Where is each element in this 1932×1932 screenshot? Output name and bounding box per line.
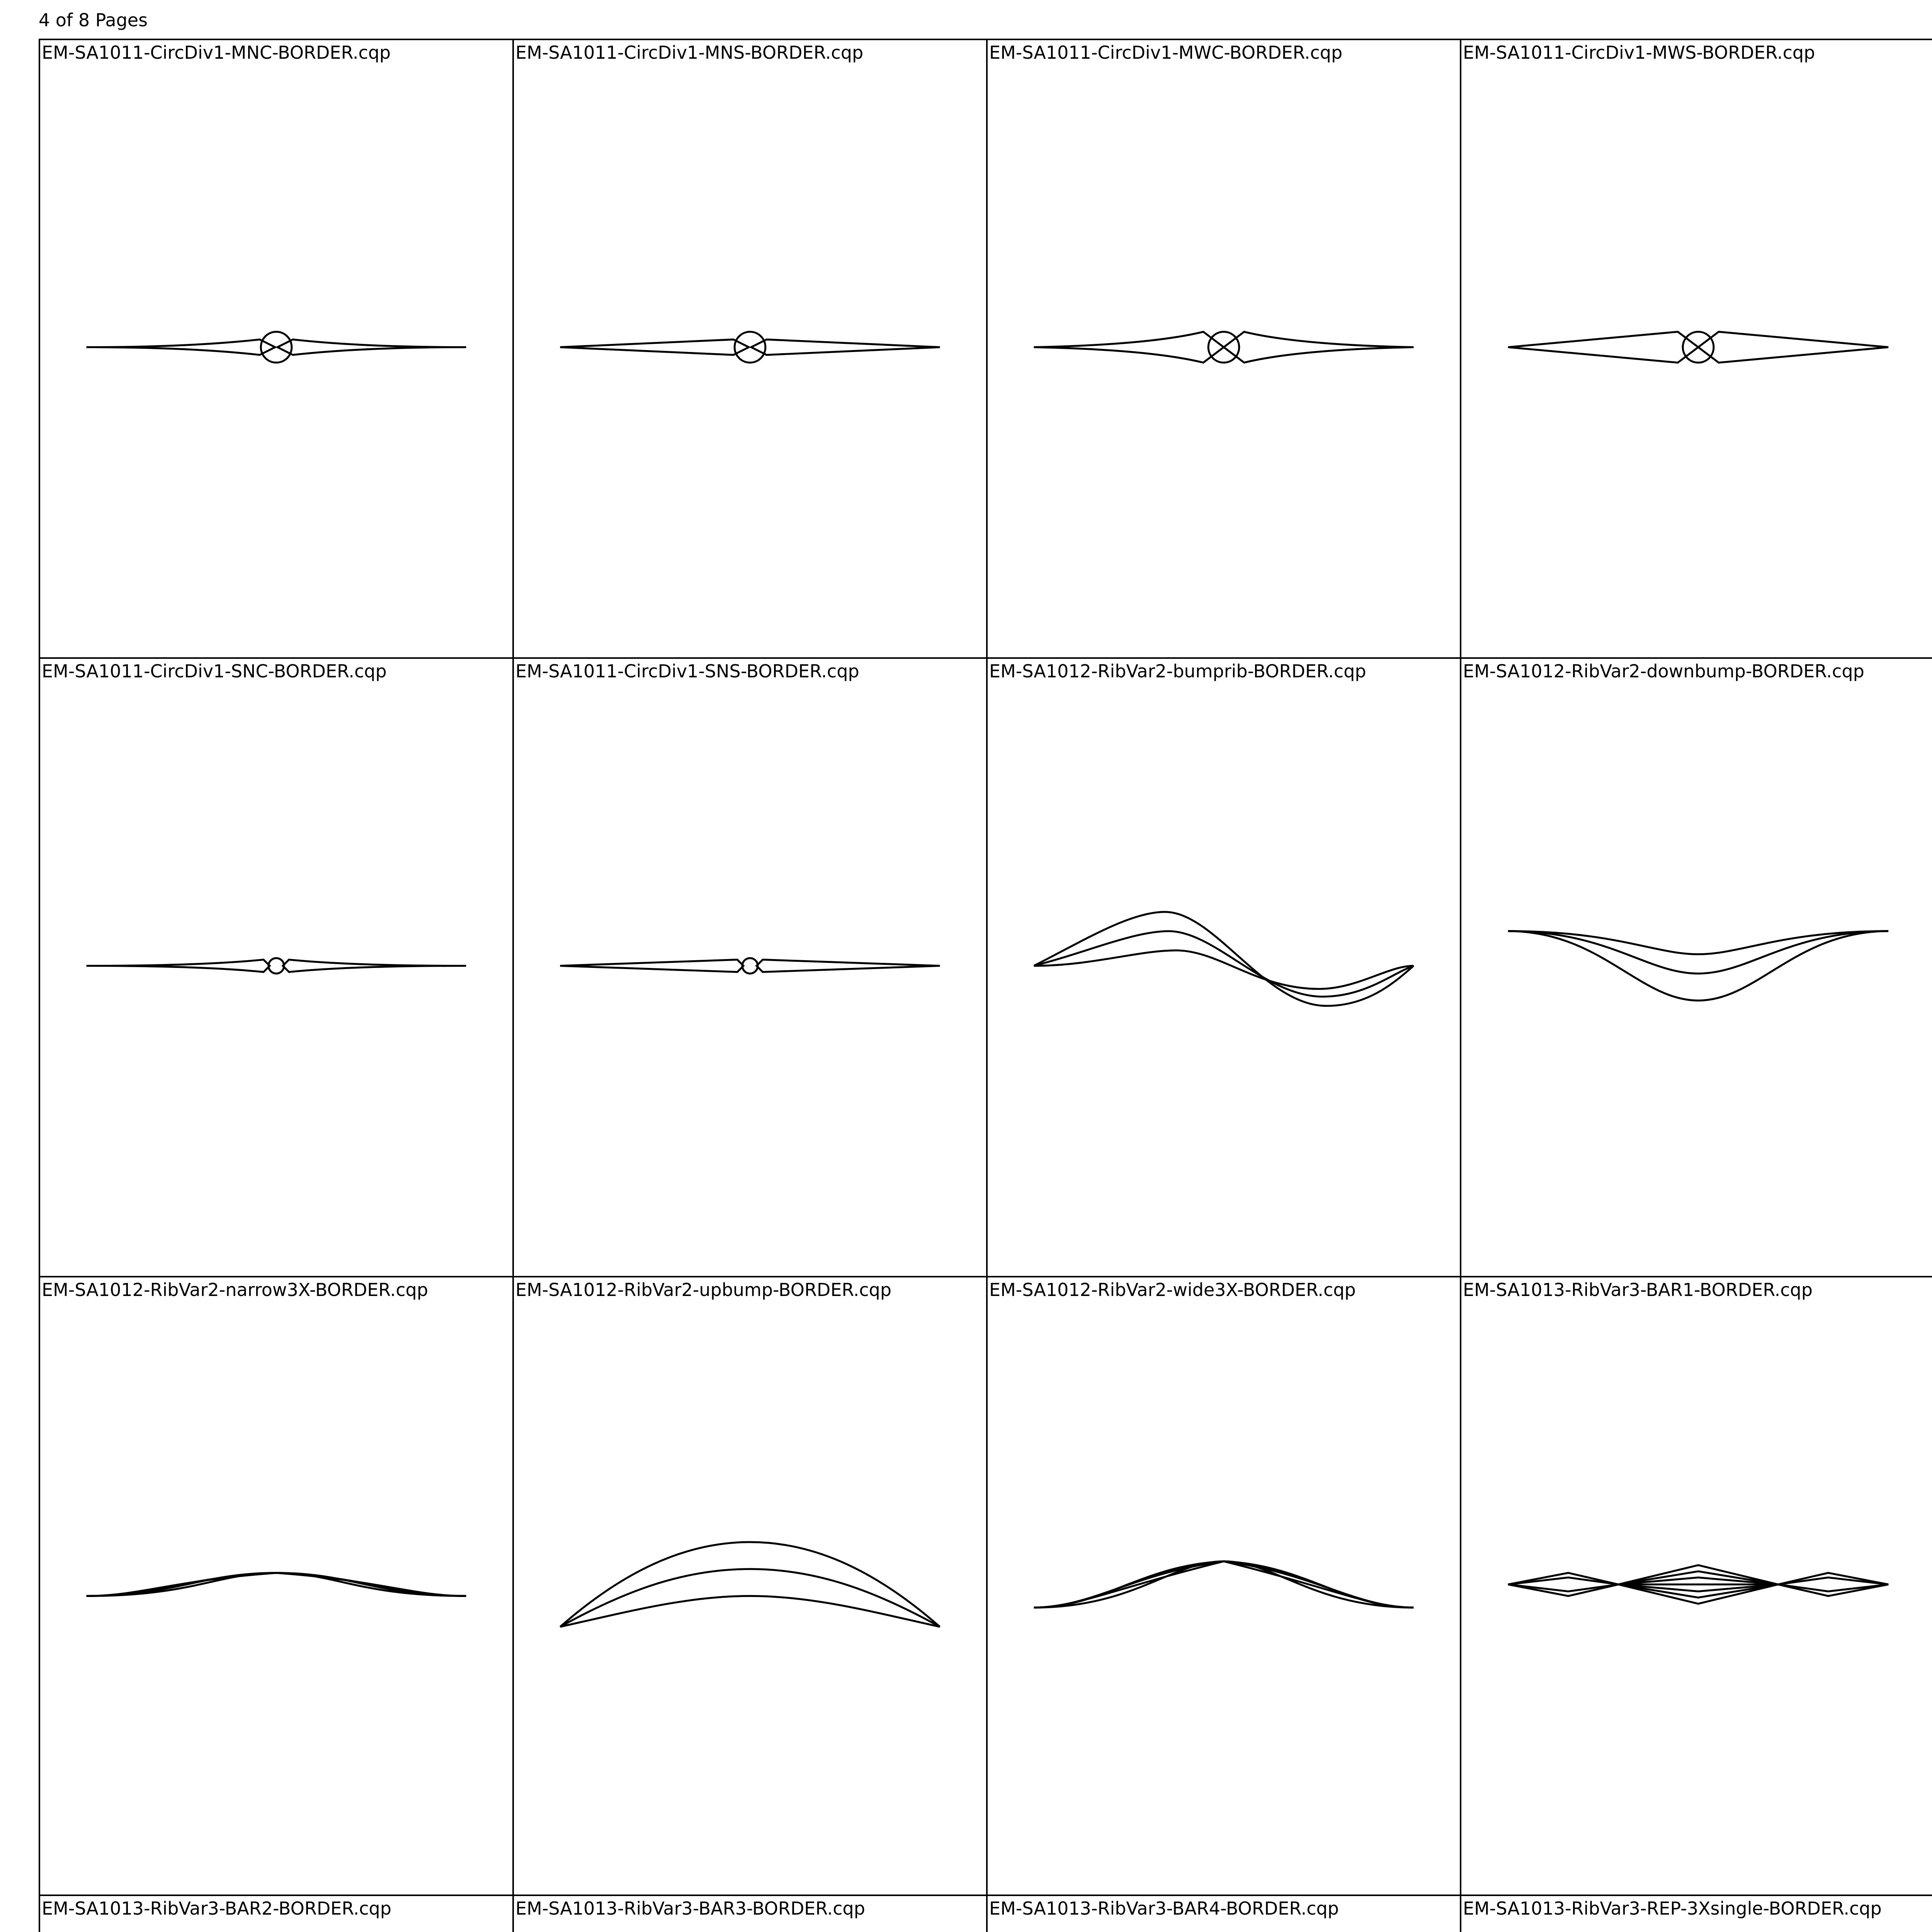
design-thumbnail[interactable]	[514, 1277, 988, 1896]
bar-diamonds-motif	[514, 1896, 986, 1932]
design-thumbnail[interactable]	[40, 40, 514, 659]
design-thumbnail[interactable]	[1461, 1896, 1932, 1932]
design-thumbnail[interactable]	[1461, 659, 1932, 1277]
design-filename: EM-SA1011-CircDiv1-SNS-BORDER.cqp	[515, 661, 859, 682]
design-filename: EM-SA1013-RibVar3-BAR1-BORDER.cqp	[1463, 1279, 1813, 1300]
circle-divider-motif	[40, 40, 512, 657]
circle-divider-motif	[514, 40, 986, 657]
design-thumbnail[interactable]	[988, 1896, 1461, 1932]
thumbnail-grid	[39, 39, 1932, 1932]
design-filename: EM-SA1012-RibVar2-bumprib-BORDER.cqp	[989, 661, 1366, 682]
bar-diamonds-motif	[40, 1896, 512, 1932]
design-filename: EM-SA1011-CircDiv1-MWS-BORDER.cqp	[1463, 42, 1815, 63]
page-indicator: 4 of 8 Pages	[39, 10, 148, 31]
design-filename: EM-SA1013-RibVar3-BAR3-BORDER.cqp	[515, 1898, 865, 1919]
design-filename: EM-SA1011-CircDiv1-MNS-BORDER.cqp	[515, 42, 864, 63]
design-thumbnail[interactable]	[1461, 1277, 1932, 1896]
rib-wave-motif	[988, 659, 1460, 1276]
bar-diamonds-motif	[988, 1896, 1460, 1932]
design-filename: EM-SA1011-CircDiv1-MNC-BORDER.cqp	[42, 42, 391, 63]
rib-wide-motif	[988, 1277, 1460, 1895]
single-diamond-motif	[1461, 1896, 1932, 1932]
bar-diamonds-motif	[1461, 1277, 1932, 1895]
design-filename: EM-SA1012-RibVar2-downbump-BORDER.cqp	[1463, 661, 1864, 682]
design-thumbnail[interactable]	[988, 659, 1461, 1277]
rib-narrow-motif	[40, 1277, 512, 1895]
design-thumbnail[interactable]	[1461, 40, 1932, 659]
circle-divider-motif	[1461, 40, 1932, 657]
circle-divider-motif	[988, 40, 1460, 657]
design-filename: EM-SA1012-RibVar2-wide3X-BORDER.cqp	[989, 1279, 1356, 1300]
design-filename: EM-SA1013-RibVar3-REP-3Xsingle-BORDER.cqp	[1463, 1898, 1882, 1919]
design-thumbnail[interactable]	[40, 1896, 514, 1932]
design-filename: EM-SA1012-RibVar2-narrow3X-BORDER.cqp	[42, 1279, 428, 1300]
circle-divider-motif	[40, 659, 512, 1276]
design-filename: EM-SA1013-RibVar3-BAR2-BORDER.cqp	[42, 1898, 391, 1919]
design-thumbnail[interactable]	[988, 40, 1461, 659]
design-filename: EM-SA1011-CircDiv1-MWC-BORDER.cqp	[989, 42, 1343, 63]
design-filename: EM-SA1012-RibVar2-upbump-BORDER.cqp	[515, 1279, 892, 1300]
rib-downbump-motif	[1461, 659, 1932, 1276]
design-thumbnail[interactable]	[40, 1277, 514, 1896]
rib-upbump-motif	[514, 1277, 986, 1895]
design-filename: EM-SA1011-CircDiv1-SNC-BORDER.cqp	[42, 661, 387, 682]
design-thumbnail[interactable]	[514, 659, 988, 1277]
design-thumbnail[interactable]	[514, 40, 988, 659]
design-thumbnail[interactable]	[40, 659, 514, 1277]
design-thumbnail[interactable]	[988, 1277, 1461, 1896]
circle-divider-motif	[514, 659, 986, 1276]
design-thumbnail[interactable]	[514, 1896, 988, 1932]
design-filename: EM-SA1013-RibVar3-BAR4-BORDER.cqp	[989, 1898, 1339, 1919]
